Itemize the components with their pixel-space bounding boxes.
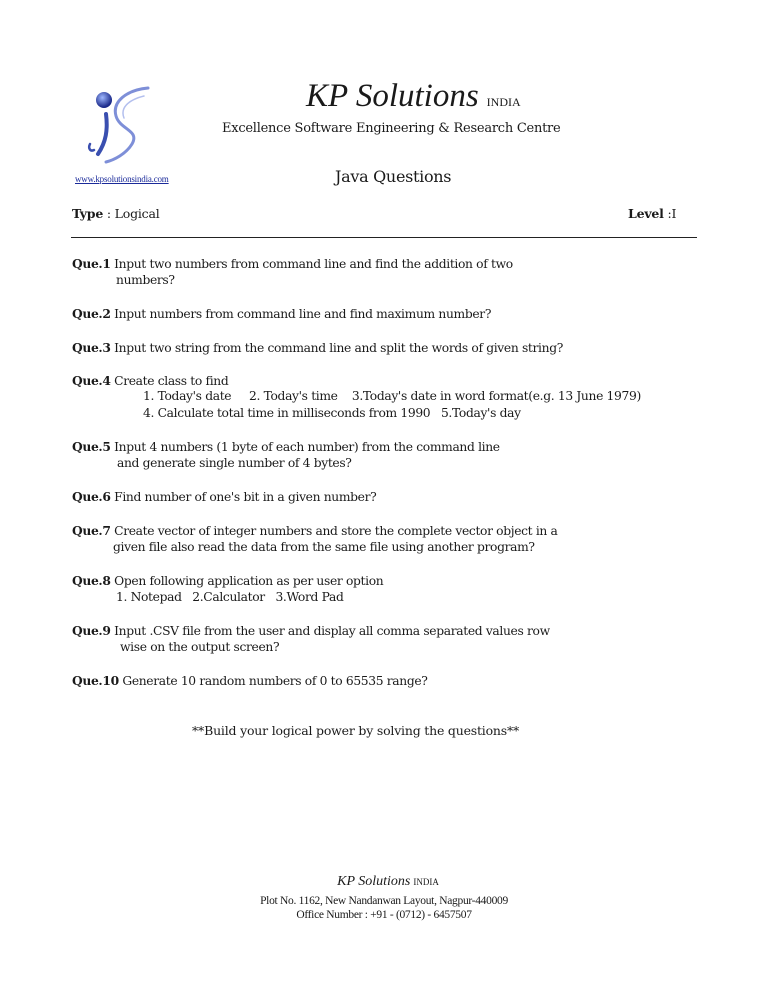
question-number: Que.8 (72, 573, 111, 588)
footer-country: INDIA (413, 877, 439, 887)
level-label: Level (628, 206, 664, 221)
question-number: Que.1 (72, 256, 111, 271)
question-subitems: 1. Notepad 2.Calculator 3.Word Pad (116, 590, 344, 604)
motto-text: **Build your logical power by solving the questions** (192, 723, 520, 738)
kps-logo-icon (86, 82, 156, 166)
type-field (72, 205, 160, 222)
question-text: Input numbers from command line and find maximum number? (110, 307, 492, 321)
question-text: Open following application as per user option (110, 574, 384, 588)
question-text-cont: given file also read the data from the same file using another program? (113, 540, 535, 554)
question-text: Input two string from the command line and split the words of given string? (110, 341, 563, 355)
type-label: Type (72, 206, 104, 221)
question-6 (72, 488, 376, 506)
question-text: Generate 10 random numbers of 0 to 65535 range? (118, 674, 428, 688)
question-number: Que.7 (72, 523, 111, 538)
page-title: Java Questions (335, 167, 452, 186)
question-subitems: 4. Calculate total time in milliseconds from 1990 5.Today's day (143, 406, 521, 420)
question-text: Input 4 numbers (1 byte of each number) from the command line (110, 440, 500, 454)
question-text: Input .CSV file from the user and display all comma separated values row (110, 624, 550, 638)
type-value: : Logical (103, 206, 160, 221)
company-name (306, 76, 521, 122)
question-number: Que.6 (72, 489, 111, 504)
footer-phone: Office Number : +91 - (0712) - 6457507 (296, 909, 472, 921)
question-8 (72, 572, 383, 590)
question-text-cont: and generate single number of 4 bytes? (117, 456, 352, 470)
company-tagline: Excellence Software Engineering & Research Centre (222, 121, 561, 136)
website-link[interactable]: www.kpsolutionsindia.com (75, 174, 169, 184)
question-1 (72, 255, 513, 273)
question-number: Que.4 (72, 373, 111, 388)
question-10 (72, 672, 428, 690)
question-text: Find number of one's bit in a given number? (110, 490, 377, 504)
footer-address: Plot No. 1162, New Nandanwan Layout, Nagpur-440009 (260, 895, 508, 907)
question-number: Que.9 (72, 623, 111, 638)
question-text: Create vector of integer numbers and store the complete vector object in a (110, 524, 558, 538)
question-text: Create class to find (110, 374, 229, 388)
question-number: Que.5 (72, 439, 111, 454)
question-text: Input two numbers from command line and find the addition of two (110, 257, 513, 271)
question-number: Que.3 (72, 340, 111, 355)
question-number: Que.2 (72, 306, 111, 321)
company-country: INDIA (486, 95, 521, 109)
company-name-text: KP Solutions (306, 78, 479, 114)
question-text-cont: wise on the output screen? (120, 640, 280, 654)
question-subitems: 1. Today's date 2. Today's time 3.Today's date in word format(e.g. 13 June 1979) (143, 389, 641, 403)
question-9 (72, 622, 550, 640)
question-number: Que.10 (72, 673, 119, 688)
header-divider (71, 237, 697, 238)
footer-company-name: KP Solutions (337, 874, 411, 889)
footer-company (0, 873, 768, 891)
question-2 (72, 305, 491, 323)
question-5 (72, 438, 500, 456)
level-field (628, 205, 676, 222)
question-text-cont: numbers? (116, 273, 175, 287)
question-7 (72, 522, 558, 540)
level-value: :I (663, 206, 677, 221)
question-3 (72, 339, 563, 357)
